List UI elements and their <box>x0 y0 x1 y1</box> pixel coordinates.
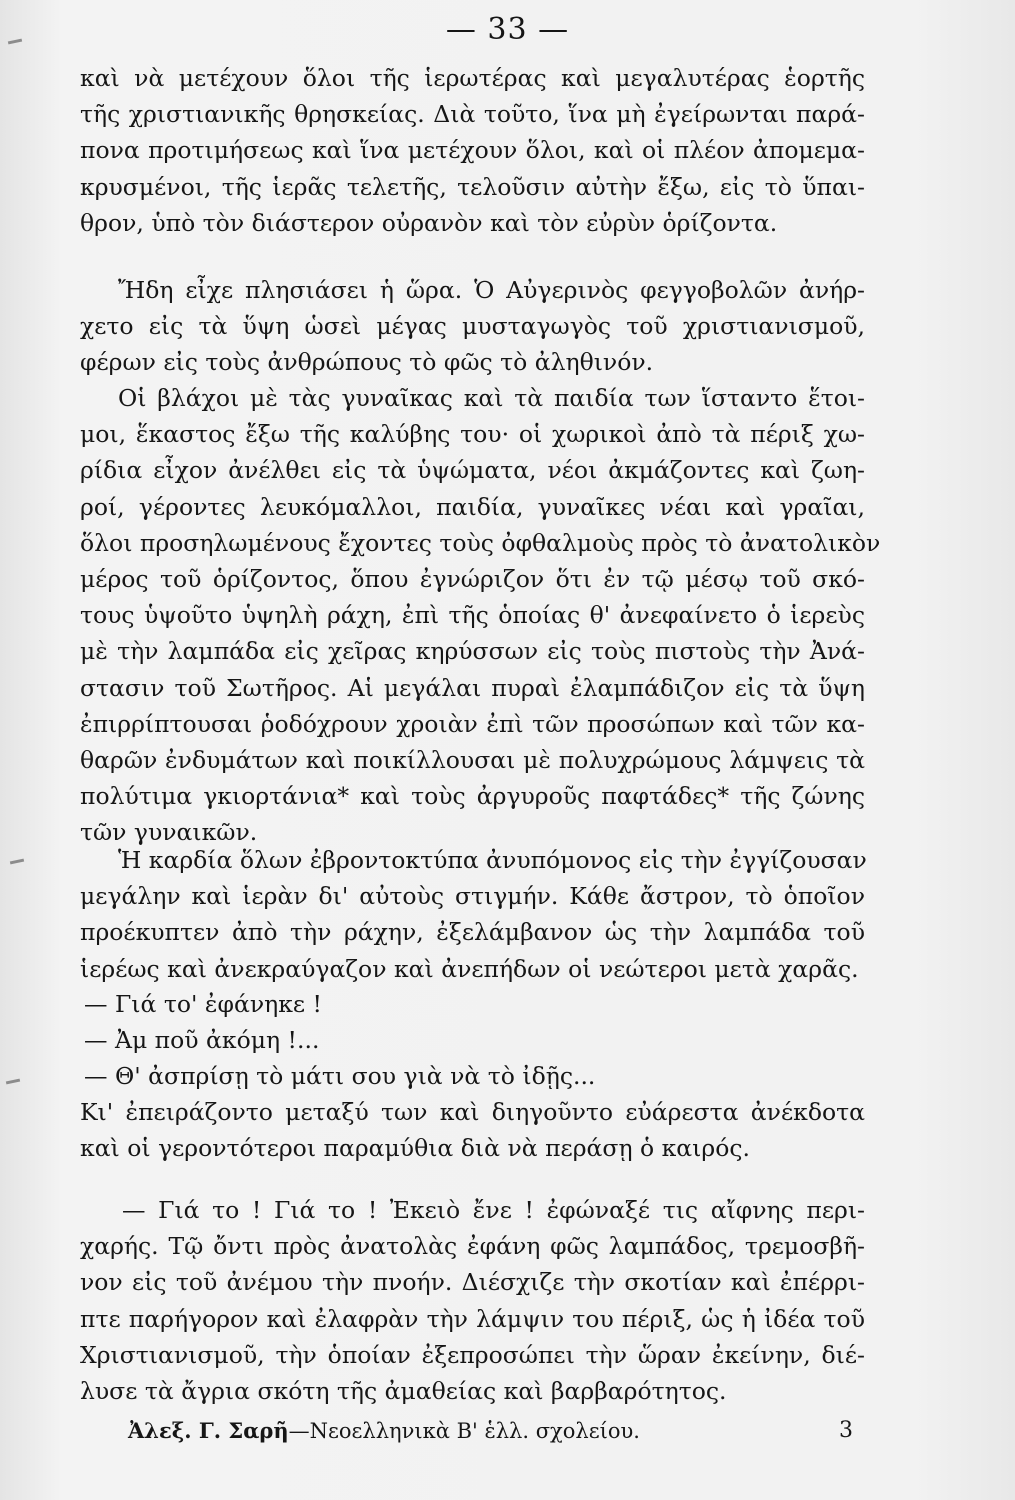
text-line: ροί, γέροντες λευκόμαλλοι, παιδία, γυναῖκες νέαι καὶ γραῖαι, <box>80 492 865 521</box>
text-line: κρυσμένοι, τῆς ἱερᾶς τελετῆς, τελοῦσιν αὐτὴν ἔξω, εἰς τὸ ὕπαι- <box>80 172 865 201</box>
paragraph-3 <box>80 380 881 851</box>
author-label: Ἀλεξ. Γ. Σαρῆ <box>128 1418 289 1443</box>
text-line: μοι, ἕκαστος ἔξω τῆς καλύβης του· οἱ χωρικοὶ ἀπὸ τὰ πέριξ χω- <box>80 420 865 449</box>
dialogue-block <box>80 986 865 1095</box>
text-line: θαρῶν ἐνδυμάτων καὶ ποικίλλουσαι μὲ πολυχρώμους λάμψεις τὰ <box>80 746 865 775</box>
text-line: μέρος τοῦ ὁρίζοντος, ὅπου ἐγνώριζον ὅτι ἐν τῷ μέσῳ τοῦ σκό- <box>80 565 865 594</box>
scan-mark <box>10 859 24 865</box>
text-line: προέκυπτεν ἀπὸ τὴν ράχην, ἐξελάμβανον ὡς τὴν λαμπάδα τοῦ <box>80 918 865 947</box>
text-line: πονα προτιμήσεως καὶ ἵνα μετέχουν ὅλοι, καὶ οἱ πλέον ἀπομεμα- <box>80 136 865 165</box>
text-line: Οἱ βλάχοι μὲ τὰς γυναῖκας καὶ τὰ παιδία των ἵσταντο ἕτοι- <box>118 384 865 412</box>
text-line: τῶν γυναικῶν. <box>80 818 258 847</box>
text-line: Κι' ἐπειράζοντο μεταξύ των καὶ διηγοῦντο εὐάρεστα ἀνέκδοτα <box>80 1098 865 1126</box>
paragraph-6 <box>80 1094 865 1166</box>
text-line: Ἤδη εἶχε πλησιάσει ἡ ὥρα. Ὁ Αὐγερινὸς φεγγοβολῶν ἀνήρ- <box>118 276 865 304</box>
text-line: τους ὑψοῦτο ὑψηλὴ ράχη, ἐπὶ τῆς ὁποίας θ' ἀνεφαίνετο ὁ ἱερεὺς <box>80 601 865 630</box>
text-line: Ἡ καρδία ὅλων ἐβροντοκτύπα ἀνυπόμονος εἰς τὴν ἐγγίζουσαν <box>118 846 867 874</box>
text-line: πολύτιμα γκιορτάνια* καὶ τοὺς ἀργυροῦς παφτάδες* τῆς ζώνης <box>80 782 865 811</box>
text-line: καὶ νὰ μετέχουν ὅλοι τῆς ἱερωτέρας καὶ μεγαλυτέρας ἑορτῆς <box>80 64 865 92</box>
dialogue-line: — Ἀμ ποῦ ἀκόμη !... <box>84 1026 320 1055</box>
text-line: ἱερέως καὶ ἀνεκραύγαζον καὶ ἀνεπήδων οἱ νεώτεροι μετὰ χαρᾶς. <box>80 954 859 983</box>
text-line: καὶ οἱ γεροντότεροι παραμύθια διὰ νὰ περάσῃ ὁ καιρός. <box>80 1134 750 1163</box>
text-line: μὲ τὴν λαμπάδα εἰς χεῖρας κηρύσσων εἰς τοὺς πιστοὺς τὴν Ἀνά- <box>80 637 865 666</box>
dialogue-line: — Γιά το' ἐφάνηκε ! <box>84 990 322 1018</box>
text-line: — Γιά το ! Γιά το ! Ἐκειὸ ἔνε ! ἐφώναξέ τις αἴφνης περι- <box>122 1196 865 1224</box>
book-footer <box>128 1418 848 1443</box>
text-line: στασιν τοῦ Σωτῆρος. Αἱ μεγάλαι πυραὶ ἐλαμπάδιζον εἰς τὰ ὕψη <box>80 673 865 702</box>
paragraph-4 <box>80 842 865 987</box>
text-line: νον εἰς τοῦ ἀνέμου τὴν πνοήν. Διέσχιζε τὴν σκοτίαν καὶ ἐπέρρι- <box>80 1268 865 1297</box>
text-line: χετο εἰς τὰ ὕψη ὡσεὶ μέγας μυσταγωγὸς τοῦ χριστιανισμοῦ, <box>80 312 865 341</box>
text-line: φέρων εἰς τοὺς ἀνθρώπους τὸ φῶς τὸ ἀληθινόν. <box>80 348 654 377</box>
dialogue-line: — Θ' ἀσπρίσῃ τὸ μάτι σου γιὰ νὰ τὸ ἰδῇς... <box>84 1062 596 1091</box>
sheet-number: 3 <box>839 1418 853 1443</box>
paragraph-1 <box>80 60 865 241</box>
scan-mark <box>6 1079 20 1085</box>
text-line: ἐπιρρίπτουσαι ῥοδόχρουν χροιὰν ἐπὶ τῶν προσώπων καὶ τῶν κα- <box>80 709 865 738</box>
text-line: πτε παρήγορον καὶ ἐλαφρὰν τὴν λάμψιν του πέριξ, ὡς ἡ ἰδέα τοῦ <box>80 1304 865 1333</box>
text-line: Χριστιανισμοῦ, τὴν ὁποίαν ἐξεπροσώπει τὴν ὥραν ἐκείνην, διέ- <box>80 1340 865 1369</box>
text-line: χαρής. Τῷ ὄντι πρὸς ἀνατολὰς ἐφάνη φῶς λαμπάδος, τρεμοσβῆ- <box>80 1232 865 1261</box>
text-line: ὅλοι προσηλωμένους ἔχοντες τοὺς ὀφθαλμοὺς πρὸς τὸ ἀνατολικὸν <box>80 528 881 557</box>
paragraph-7 <box>80 1192 865 1409</box>
paragraph-2 <box>80 272 865 381</box>
text-line: λυσε τὰ ἄγρια σκότη τῆς ἀμαθείας καὶ βαρβαρότητος. <box>80 1377 727 1406</box>
book-title: —Νεοελληνικὰ Β' ἑλλ. σχολείου. <box>288 1419 640 1443</box>
text-line: μεγάλην καὶ ἱερὰν δι' αὐτοὺς στιγμήν. Κάθε ἄστρον, τὸ ὁποῖον <box>80 882 865 911</box>
text-line: θρον, ὑπὸ τὸν διάστερον οὐρανὸν καὶ τὸν εὐρὺν ὁρίζοντα. <box>80 208 778 237</box>
text-line: τῆς χριστιανικῆς θρησκείας. Διὰ τοῦτο, ἵνα μὴ ἐγείρωνται παρά- <box>80 100 865 129</box>
text-line: ρίδια εἶχον ἀνέλθει εἰς τὰ ὑψώματα, νέοι ἀκμάζοντες καὶ ζωη- <box>80 456 865 485</box>
page-number: — 33 — <box>445 12 570 47</box>
